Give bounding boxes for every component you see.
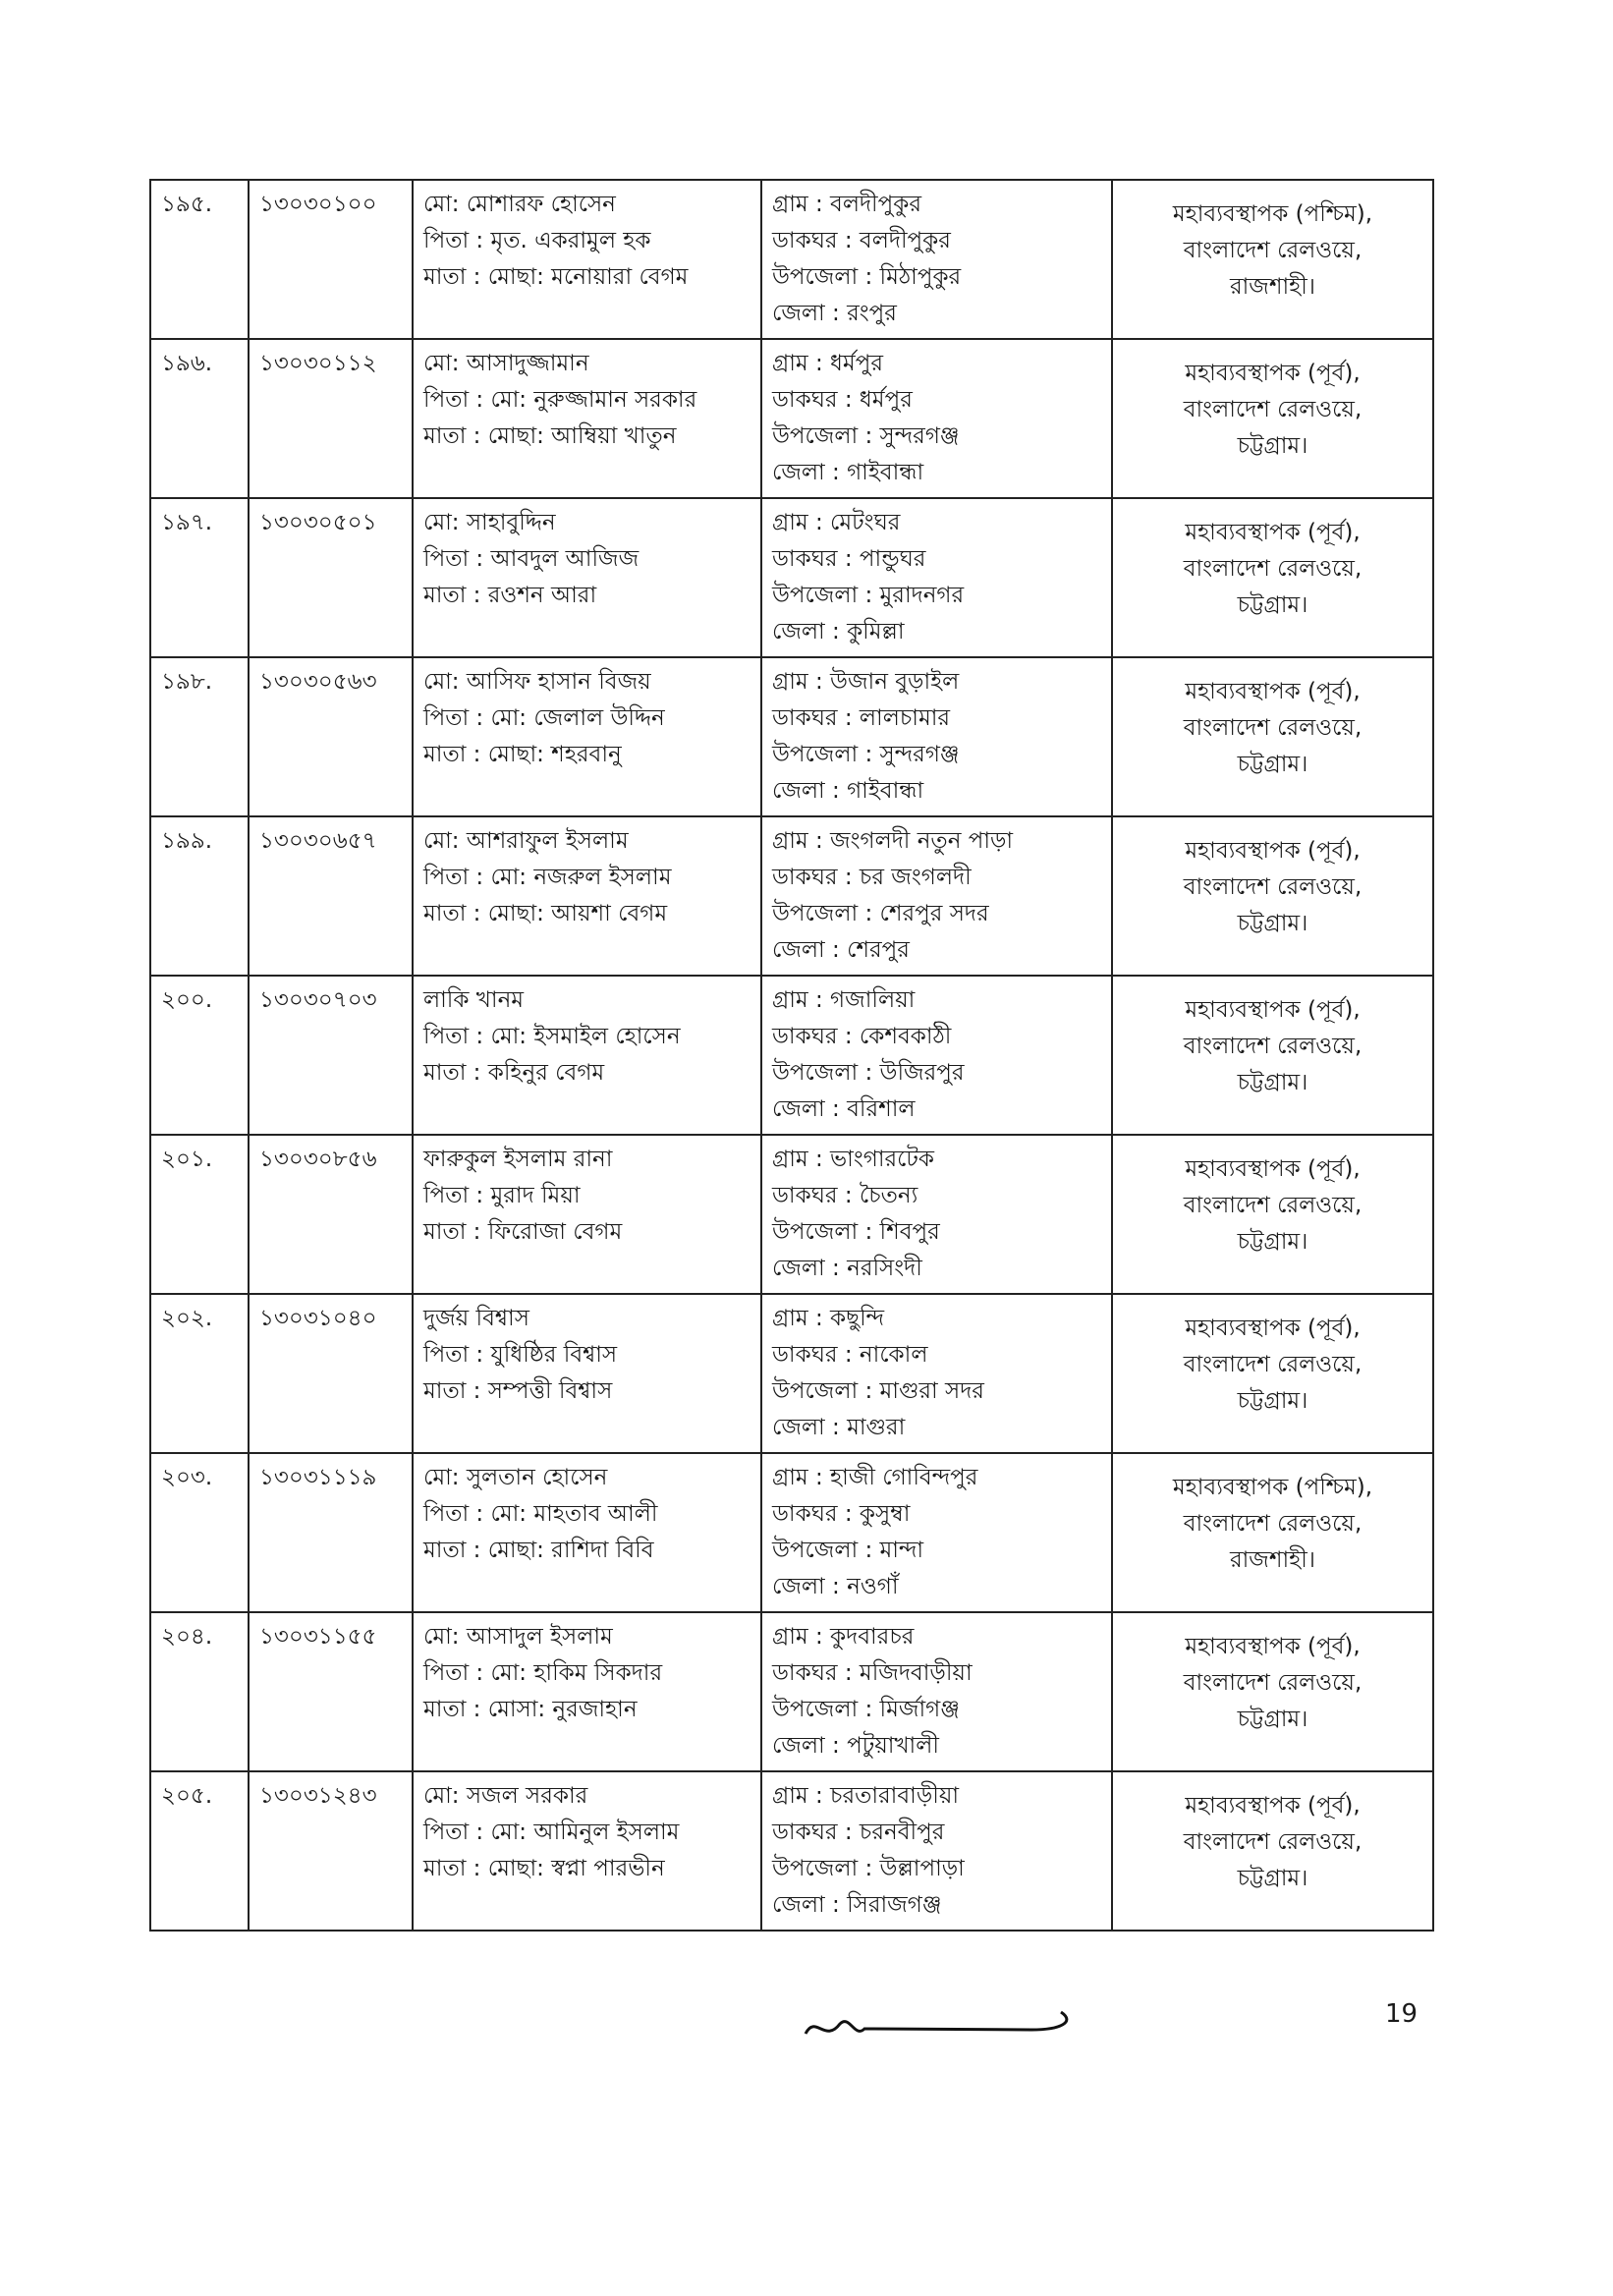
name-cell-line: পিতা : মো: নুরুজ্জামান সরকার <box>423 387 697 413</box>
office-cell-line: চট্টগ্রাম। <box>1237 911 1308 936</box>
serial-cell <box>150 657 249 816</box>
address-cell-line: উপজেলা : মির্জাগঞ্জ <box>772 1697 960 1722</box>
office-cell-line: বাংলাদেশ রেলওয়ে, <box>1183 1670 1363 1696</box>
name-cell <box>413 1453 761 1612</box>
name-cell <box>413 816 761 976</box>
office-cell-line: মহাব্যবস্থাপক (পূর্ব), <box>1185 838 1361 864</box>
name-cell-line: পিতা : মো: জেলাল উদ্দিন <box>423 705 665 731</box>
address-cell <box>761 657 1112 816</box>
name-cell-line: মো: আসাদুজ্জামান <box>423 351 589 376</box>
address-cell-line: জেলা : গাইবান্ধা <box>772 460 924 485</box>
office-cell-line: বাংলাদেশ রেলওয়ে, <box>1183 874 1363 900</box>
table-row <box>150 1135 1433 1294</box>
address-cell-line: উপজেলা : মিঠাপুকুর <box>772 264 962 290</box>
address-cell-line: জেলা : রংপুর <box>772 301 897 326</box>
name-cell-line: মাতা : রওশন আরা <box>423 583 597 608</box>
name-cell <box>413 498 761 657</box>
name-cell <box>413 1135 761 1294</box>
serial-cell-line: ২০৫. <box>161 1783 213 1809</box>
office-cell <box>1112 1453 1433 1612</box>
name-cell-line: পিতা : আবদুল আজিজ <box>423 546 640 572</box>
serial-cell <box>150 1612 249 1771</box>
office-cell-line: বাংলাদেশ রেলওয়ে, <box>1183 1034 1363 1059</box>
table-row <box>150 657 1433 816</box>
address-cell-line: উপজেলা : সুন্দরগঞ্জ <box>772 423 960 449</box>
name-cell-line: পিতা : মুরাদ মিয়া <box>423 1183 581 1208</box>
office-cell-line: বাংলাদেশ রেলওয়ে, <box>1183 556 1363 582</box>
address-cell-line: ডাকঘর : কুসুম্বা <box>772 1501 911 1527</box>
address-cell <box>761 1771 1112 1931</box>
office-cell-line: মহাব্যবস্থাপক (পূর্ব), <box>1185 361 1361 386</box>
roll-cell <box>249 1135 413 1294</box>
name-cell-line: মাতা : কহিনুর বেগম <box>423 1060 605 1086</box>
address-cell-line: জেলা : কুমিল্লা <box>772 619 905 644</box>
name-cell-line: মো: আশরাফুল ইসলাম <box>423 828 629 854</box>
table-row <box>150 1294 1433 1453</box>
address-cell-line: ডাকঘর : বলদীপুকুর <box>772 228 951 253</box>
roll-cell-line: ১৩০৩০১০০ <box>259 192 377 217</box>
address-cell-line: গ্রাম : মেটংঘর <box>772 510 901 535</box>
roll-cell-line: ১৩০৩০১১২ <box>259 351 377 376</box>
office-cell <box>1112 1294 1433 1453</box>
serial-cell-line: ২০৪. <box>161 1624 213 1650</box>
address-cell <box>761 180 1112 339</box>
address-cell <box>761 816 1112 976</box>
address-cell-line: উপজেলা : মুরাদনগর <box>772 583 965 608</box>
name-cell-line: মো: সুলতান হোসেন <box>423 1465 608 1490</box>
roll-cell <box>249 1294 413 1453</box>
office-cell-line: মহাব্যবস্থাপক (পশ্চিম), <box>1172 1475 1373 1500</box>
office-cell-line: চট্টগ্রাম। <box>1237 592 1308 618</box>
roll-cell-line: ১৩০৩১১১৯ <box>259 1465 377 1490</box>
serial-cell <box>150 1453 249 1612</box>
name-cell <box>413 976 761 1135</box>
table-row <box>150 1453 1433 1612</box>
office-cell-line: বাংলাদেশ রেলওয়ে, <box>1183 1511 1363 1537</box>
office-cell-line: বাংলাদেশ রেলওয়ে, <box>1183 1352 1363 1377</box>
roll-cell <box>249 180 413 339</box>
signature <box>796 1994 1090 2053</box>
address-cell <box>761 1612 1112 1771</box>
office-cell-line: চট্টগ্রাম। <box>1237 1707 1308 1732</box>
name-cell-line: মাতা : মোছা: মনোয়ারা বেগম <box>423 264 689 290</box>
roll-cell <box>249 498 413 657</box>
roll-cell <box>249 816 413 976</box>
address-cell <box>761 1453 1112 1612</box>
address-cell-line: গ্রাম : বলদীপুকুর <box>772 192 921 217</box>
serial-cell-line: ১৯৯. <box>161 828 213 854</box>
serial-cell <box>150 180 249 339</box>
address-cell-line: জেলা : বরিশাল <box>772 1096 916 1122</box>
address-cell-line: ডাকঘর : নাকোল <box>772 1342 928 1368</box>
roll-cell-line: ১৩০৩০৫৬৩ <box>259 669 377 695</box>
address-cell-line: উপজেলা : শেরপুর সদর <box>772 901 989 926</box>
office-cell <box>1112 1135 1433 1294</box>
table-body <box>150 180 1433 1931</box>
office-cell <box>1112 180 1433 339</box>
address-cell-line: গ্রাম : উজান বুড়াইল <box>772 669 960 695</box>
address-cell-line: ডাকঘর : ধর্মপুর <box>772 387 913 413</box>
address-cell-line: ডাকঘর : পান্ডুঘর <box>772 546 926 572</box>
name-cell-line: মাতা : মোছা: আম্বিয়া খাতুন <box>423 423 677 449</box>
address-cell-line: গ্রাম : হাজী গোবিন্দপুর <box>772 1465 978 1490</box>
name-cell-line: মো: মোশারফ হোসেন <box>423 192 616 217</box>
address-cell-line: উপজেলা : উল্লাপাড়া <box>772 1856 965 1881</box>
office-cell <box>1112 657 1433 816</box>
address-cell-line: গ্রাম : গজালিয়া <box>772 987 916 1013</box>
roll-cell-line: ১৩০৩১২৪৩ <box>259 1783 377 1809</box>
office-cell-line: রাজশাহী। <box>1229 274 1316 300</box>
office-cell-line: বাংলাদেশ রেলওয়ে, <box>1183 397 1363 422</box>
office-cell <box>1112 498 1433 657</box>
office-cell-line: মহাব্যবস্থাপক (পূর্ব), <box>1185 997 1361 1023</box>
name-cell-line: মাতা : মোছা: স্বপ্না পারভীন <box>423 1856 665 1881</box>
roll-cell-line: ১৩০৩০৮৫৬ <box>259 1147 377 1172</box>
name-cell-line: মো: সাহাবুদ্দিন <box>423 510 556 535</box>
name-cell-line: লাকি খানম <box>423 987 525 1013</box>
address-cell-line: গ্রাম : চরতারাবাড়ীয়া <box>772 1783 960 1809</box>
name-cell-line: মাতা : মোছা: আয়শা বেগম <box>423 901 668 926</box>
address-cell-line: ডাকঘর : চরনবীপুর <box>772 1820 945 1845</box>
address-cell <box>761 976 1112 1135</box>
address-cell-line: ডাকঘর : লালচামার <box>772 705 951 731</box>
address-cell-line: জেলা : শেরপুর <box>772 937 910 963</box>
office-cell-line: চট্টগ্রাম। <box>1237 1388 1308 1414</box>
serial-cell <box>150 1294 249 1453</box>
office-cell <box>1112 976 1433 1135</box>
serial-cell-line: ২০০. <box>161 987 213 1013</box>
name-cell-line: মো: আসিফ হাসান বিজয় <box>423 669 651 695</box>
page-number: 19 <box>1385 1999 1418 2029</box>
name-cell-line: মো: আসাদুল ইসলাম <box>423 1624 613 1650</box>
address-cell-line: ডাকঘর : চর জংগলদী <box>772 865 972 890</box>
roll-cell-line: ১৩০৩১১৫৫ <box>259 1624 377 1650</box>
office-cell-line: রাজশাহী। <box>1229 1547 1316 1573</box>
name-cell-line: পিতা : মৃত. একরামুল হক <box>423 228 651 253</box>
name-cell-line: পিতা : মো: নজরুল ইসলাম <box>423 865 672 890</box>
name-cell-line: পিতা : মো: ইসমাইল হোসেন <box>423 1024 681 1049</box>
office-cell <box>1112 816 1433 976</box>
office-cell-line: বাংলাদেশ রেলওয়ে, <box>1183 1829 1363 1855</box>
office-cell-line: মহাব্যবস্থাপক (পূর্ব), <box>1185 1316 1361 1341</box>
serial-cell-line: ২০৩. <box>161 1465 213 1490</box>
table-row <box>150 180 1433 339</box>
name-cell-line: মাতা : ফিরোজা বেগম <box>423 1219 623 1245</box>
serial-cell-line: ২০১. <box>161 1147 213 1172</box>
office-cell <box>1112 1771 1433 1931</box>
roll-cell <box>249 1453 413 1612</box>
table-row <box>150 976 1433 1135</box>
address-cell-line: জেলা : পটুয়াখালী <box>772 1733 939 1759</box>
name-cell-line: পিতা : মো: হাকিম সিকদার <box>423 1660 663 1686</box>
serial-cell-line: ২০২. <box>161 1306 213 1331</box>
address-cell-line: গ্রাম : জংগলদী নতুন পাড়া <box>772 828 1014 854</box>
name-cell-line: মাতা : মোছা: শহরবানু <box>423 742 622 767</box>
roll-cell <box>249 657 413 816</box>
office-cell-line: বাংলাদেশ রেলওয়ে, <box>1183 1193 1363 1218</box>
roll-cell <box>249 339 413 498</box>
name-cell <box>413 1612 761 1771</box>
name-cell-line: পিতা : মো: আমিনুল ইসলাম <box>423 1820 680 1845</box>
name-cell-line: মো: সজল সরকার <box>423 1783 588 1809</box>
serial-cell-line: ১৯৫. <box>161 192 213 217</box>
recruitment-list-table <box>149 179 1434 1932</box>
table-row <box>150 1771 1433 1931</box>
name-cell-line: দুর্জয় বিশ্বাস <box>423 1306 529 1331</box>
serial-cell-line: ১৯৭. <box>161 510 213 535</box>
address-cell-line: ডাকঘর : মজিদবাড়ীয়া <box>772 1660 973 1686</box>
office-cell-line: বাংলাদেশ রেলওয়ে, <box>1183 238 1363 263</box>
serial-cell <box>150 976 249 1135</box>
office-cell-line: চট্টগ্রাম। <box>1237 1070 1308 1095</box>
roll-cell-line: ১৩০৩০৫০১ <box>259 510 377 535</box>
address-cell-line: জেলা : নওগাঁ <box>772 1574 899 1599</box>
address-cell-line: জেলা : সিরাজগঞ্জ <box>772 1892 942 1918</box>
roll-cell-line: ১৩০৩১০৪০ <box>259 1306 377 1331</box>
office-cell-line: মহাব্যবস্থাপক (পূর্ব), <box>1185 679 1361 704</box>
address-cell-line: উপজেলা : উজিরপুর <box>772 1060 965 1086</box>
roll-cell <box>249 976 413 1135</box>
table-row <box>150 339 1433 498</box>
address-cell <box>761 339 1112 498</box>
serial-cell <box>150 1771 249 1931</box>
office-cell-line: বাংলাদেশ রেলওয়ে, <box>1183 715 1363 741</box>
address-cell-line: উপজেলা : শিবপুর <box>772 1219 940 1245</box>
name-cell <box>413 1294 761 1453</box>
address-cell-line: জেলা : গাইবান্ধা <box>772 778 924 804</box>
address-cell-line: জেলা : মাগুরা <box>772 1415 906 1440</box>
table-row <box>150 816 1433 976</box>
address-cell-line: জেলা : নরসিংদী <box>772 1256 922 1281</box>
address-cell-line: গ্রাম : কছুন্দি <box>772 1306 885 1331</box>
address-cell-line: ডাকঘর : চৈতন্য <box>772 1183 918 1208</box>
name-cell-line: মাতা : মোছা: রাশিদা বিবি <box>423 1538 654 1563</box>
name-cell <box>413 1771 761 1931</box>
roll-cell <box>249 1612 413 1771</box>
name-cell-line: মাতা : মোসা: নুরজাহান <box>423 1697 638 1722</box>
office-cell-line: মহাব্যবস্থাপক (পূর্ব), <box>1185 1156 1361 1182</box>
office-cell-line: মহাব্যবস্থাপক (পূর্ব), <box>1185 1793 1361 1819</box>
serial-cell-line: ১৯৮. <box>161 669 213 695</box>
roll-cell-line: ১৩০৩০৬৫৭ <box>259 828 377 854</box>
serial-cell <box>150 1135 249 1294</box>
address-cell <box>761 1135 1112 1294</box>
roll-cell <box>249 1771 413 1931</box>
serial-cell <box>150 816 249 976</box>
table-row <box>150 498 1433 657</box>
office-cell-line: মহাব্যবস্থাপক (পূর্ব), <box>1185 1634 1361 1659</box>
address-cell-line: ডাকঘর : কেশবকাঠী <box>772 1024 952 1049</box>
name-cell-line: মাতা : সম্পত্তী বিশ্বাস <box>423 1378 613 1404</box>
office-cell-line: মহাব্যবস্থাপক (পশ্চিম), <box>1172 201 1373 227</box>
address-cell-line: উপজেলা : মাগুরা সদর <box>772 1378 984 1404</box>
address-cell-line: উপজেলা : সুন্দরগঞ্জ <box>772 742 960 767</box>
serial-cell <box>150 339 249 498</box>
office-cell-line: মহাব্যবস্থাপক (পূর্ব), <box>1185 520 1361 545</box>
name-cell <box>413 339 761 498</box>
name-cell-line: ফারুকুল ইসলাম রানা <box>423 1147 613 1172</box>
address-cell-line: গ্রাম : ধর্মপুর <box>772 351 883 376</box>
office-cell-line: চট্টগ্রাম। <box>1237 1866 1308 1891</box>
name-cell-line: পিতা : যুধিষ্ঠির বিশ্বাস <box>423 1342 618 1368</box>
office-cell-line: চট্টগ্রাম। <box>1237 433 1308 459</box>
address-cell-line: গ্রাম : ভাংগারটেক <box>772 1147 935 1172</box>
name-cell <box>413 180 761 339</box>
address-cell-line: উপজেলা : মান্দা <box>772 1538 924 1563</box>
name-cell <box>413 657 761 816</box>
address-cell-line: গ্রাম : কুদবারচর <box>772 1624 915 1650</box>
serial-cell-line: ১৯৬. <box>161 351 213 376</box>
office-cell <box>1112 339 1433 498</box>
serial-cell <box>150 498 249 657</box>
name-cell-line: পিতা : মো: মাহতাব আলী <box>423 1501 658 1527</box>
address-cell <box>761 498 1112 657</box>
table-row <box>150 1612 1433 1771</box>
office-cell-line: চট্টগ্রাম। <box>1237 752 1308 777</box>
office-cell-line: চট্টগ্রাম। <box>1237 1229 1308 1255</box>
roll-cell-line: ১৩০৩০৭০৩ <box>259 987 377 1013</box>
address-cell <box>761 1294 1112 1453</box>
office-cell <box>1112 1612 1433 1771</box>
